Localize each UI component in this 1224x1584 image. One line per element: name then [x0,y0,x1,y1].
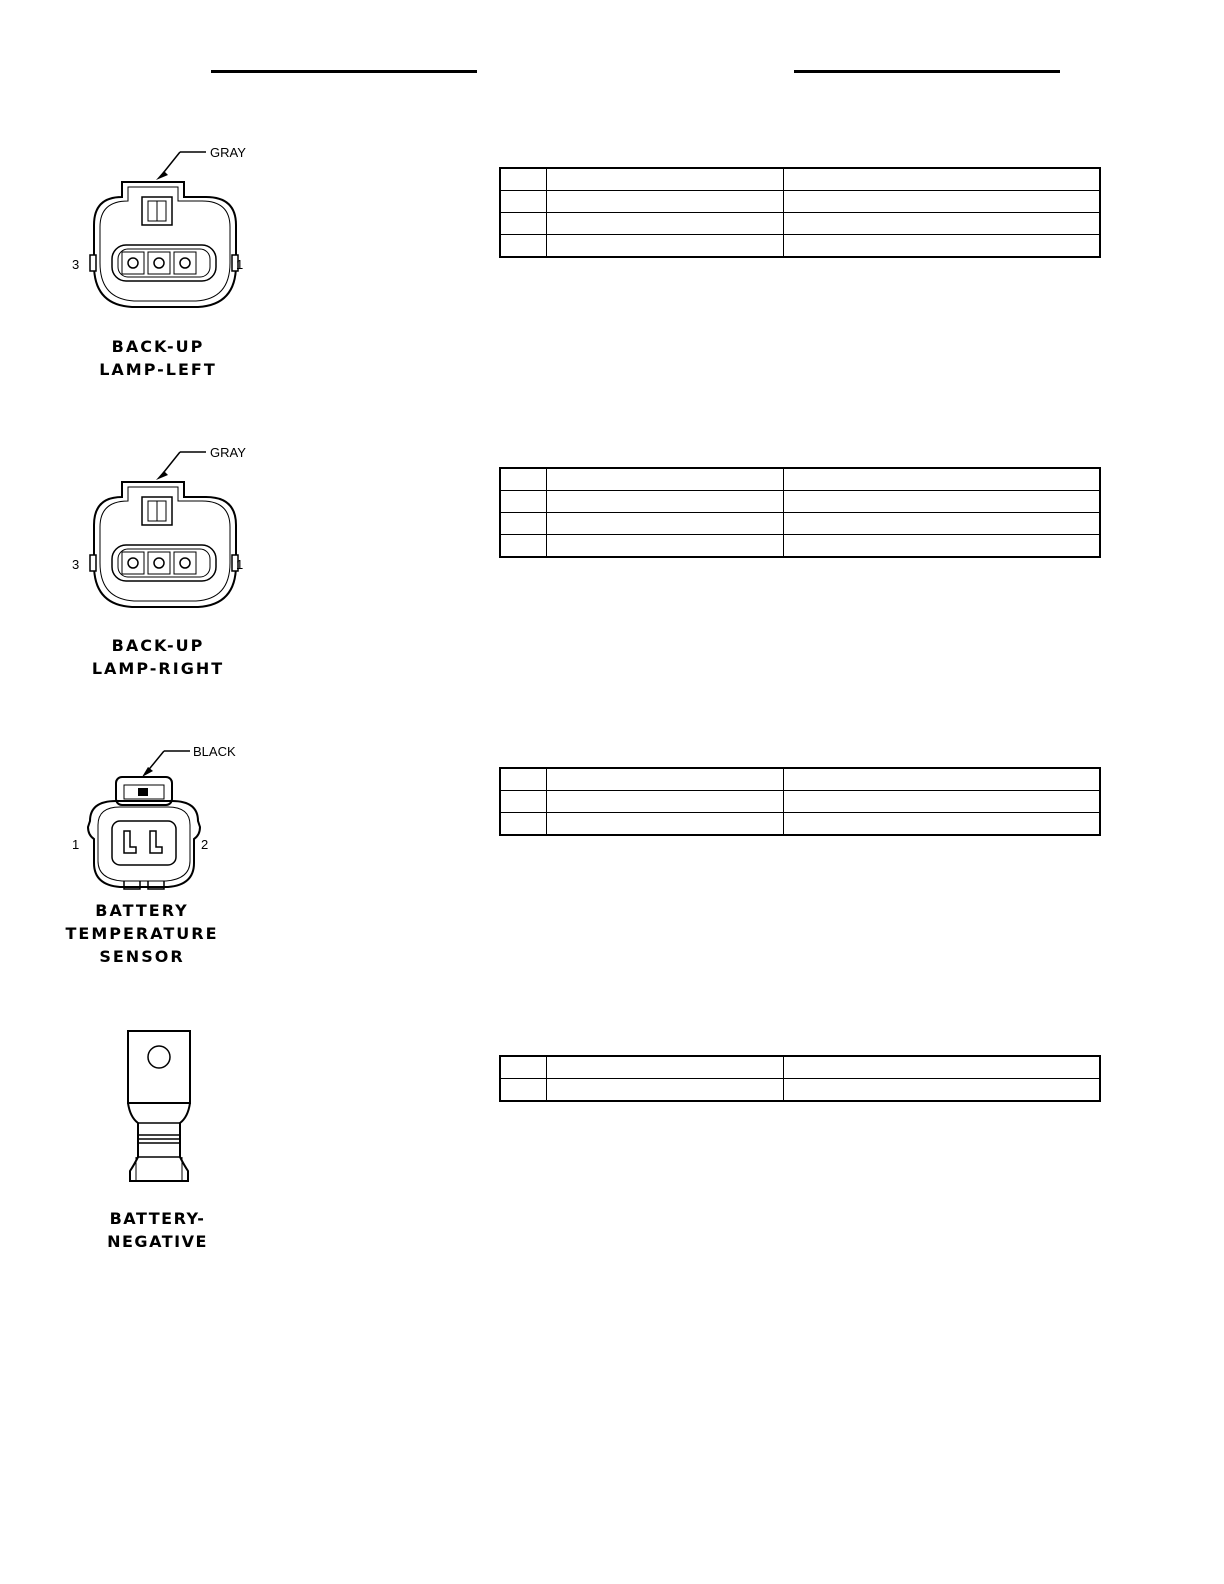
table-cell [500,235,546,258]
table-cell [783,1079,1100,1102]
table-cell [546,191,783,213]
color-label: GRAY [210,145,246,160]
table-cell [500,535,546,558]
table-cell [783,535,1100,558]
pin-label-right: 1 [236,257,244,272]
table-cell [500,768,546,791]
caption-line: TEMPERATURE [65,924,219,943]
table-row [500,813,1100,836]
table-cell [546,1079,783,1102]
backup-lamp-right-connector-drawing [60,435,260,615]
battery-temperature-sensor-connector-drawing [60,735,260,895]
table-cell [783,191,1100,213]
backup-lamp-left-pinout-table [499,167,1101,258]
table-cell [500,1079,546,1102]
table-cell [546,813,783,836]
backup-lamp-right-caption [73,634,243,680]
table-row [500,191,1100,213]
table-row [500,468,1100,491]
table-cell [783,168,1100,191]
battery-negative-pinout-table [499,1055,1101,1102]
backup-lamp-right-pinout-table [499,467,1101,558]
table-row [500,235,1100,258]
caption-line: SENSOR [99,947,185,966]
table-cell [546,213,783,235]
caption-line: BACK-UP [111,337,205,356]
table-cell [783,813,1100,836]
backup-lamp-left-caption [78,335,238,381]
table-cell [546,235,783,258]
pin-label-left: 3 [72,257,80,272]
pin-label-left: 1 [72,837,80,852]
table-cell [546,513,783,535]
table-row [500,768,1100,791]
header-rule-left [211,70,477,73]
table-cell [546,1056,783,1079]
caption-line: BATTERY-NEGATIVE [107,1209,208,1251]
table-cell [783,213,1100,235]
table-row [500,213,1100,235]
pin-label-left: 3 [72,557,80,572]
table-cell [546,535,783,558]
caption-line: LAMP-LEFT [99,360,217,379]
table-cell [500,813,546,836]
caption-line: LAMP-RIGHT [91,659,225,678]
table-row [500,168,1100,191]
table-row [500,513,1100,535]
table-cell [500,168,546,191]
table-cell [500,491,546,513]
table-cell [546,168,783,191]
table-cell [783,1056,1100,1079]
table-cell [783,468,1100,491]
backup-lamp-left-connector-drawing [60,135,260,315]
table-cell [783,491,1100,513]
table-cell [546,468,783,491]
pin-label-right: 2 [201,837,209,852]
header-rule-right [794,70,1060,73]
battery-temperature-sensor-pinout-table [499,767,1101,836]
table-cell [546,791,783,813]
table-cell [500,1056,546,1079]
table-cell [783,768,1100,791]
table-row [500,491,1100,513]
caption-line: BACK-UP [111,636,205,655]
table-cell [500,468,546,491]
table-row [500,1079,1100,1102]
table-cell [500,513,546,535]
pin-label-right: 1 [236,557,244,572]
table-row [500,791,1100,813]
table-cell [783,791,1100,813]
table-row [500,1056,1100,1079]
color-label: GRAY [210,445,246,460]
battery-negative-terminal-drawing [110,1025,210,1190]
table-cell [546,491,783,513]
table-cell [500,213,546,235]
battery-negative-caption [60,1207,255,1253]
table-cell [546,768,783,791]
table-cell [500,191,546,213]
color-label: BLACK [193,744,236,759]
battery-temperature-sensor-caption [62,899,222,968]
table-cell [783,513,1100,535]
table-cell [783,235,1100,258]
table-row [500,535,1100,558]
table-cell [500,791,546,813]
caption-line: BATTERY [95,901,189,920]
